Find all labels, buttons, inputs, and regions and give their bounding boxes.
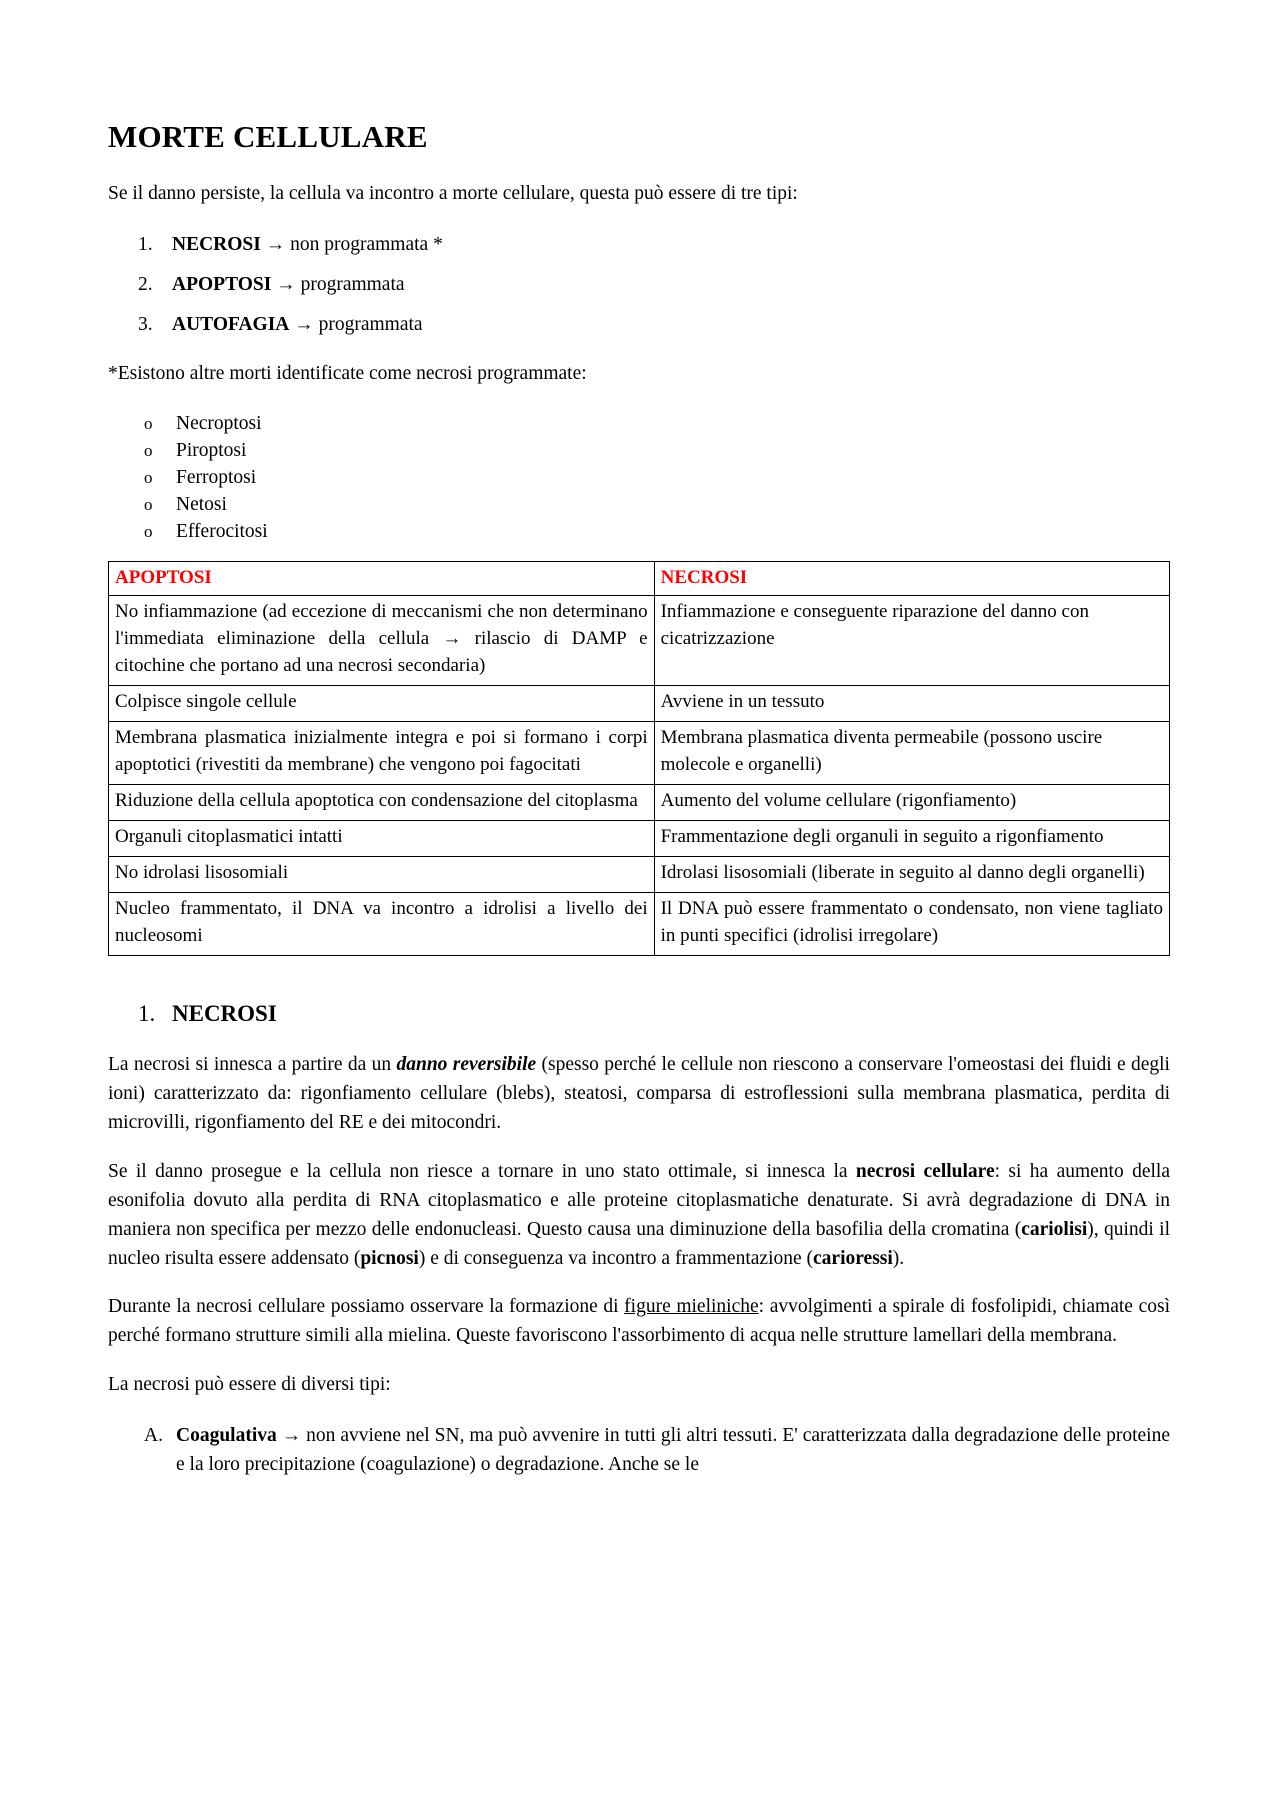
table-header-row <box>109 562 1170 596</box>
text-fragment: ), quindi il nucleo risulta essere addensato ( <box>108 1218 1170 1269</box>
list-item: o Efferocitosi <box>176 519 1170 545</box>
section-heading-necrosi <box>108 1000 1170 1028</box>
death-type-term: APOPTOSI <box>172 274 272 296</box>
table-row <box>109 686 1170 722</box>
cell-necrosi: Infiammazione e conseguente riparazione del danno con cicatrizzazione <box>654 596 1169 686</box>
paragraph-necrosi-2 <box>108 1158 1170 1273</box>
death-types-list <box>108 231 1170 340</box>
text-fragment: : avvolgimenti a spirale di fosfolipidi, chiamate così perché formano strutture simili alla mielina. Queste favoriscono l'assorbimento di acqua nelle strutture lamellari della membrana. <box>108 1296 1170 1347</box>
text-fragment: La necrosi si innesca a partire da un <box>108 1054 397 1076</box>
list-item <box>172 311 1170 339</box>
death-type-desc: non programmata * <box>290 233 443 255</box>
apoptosi-necrosi-comparison-table <box>108 561 1170 956</box>
column-header-apoptosi: APOPTOSI <box>109 562 655 596</box>
arrow-icon: → <box>294 314 314 336</box>
list-item: o Necroptosi <box>176 411 1170 437</box>
page-title: MORTE CELLULARE <box>108 119 428 154</box>
cell-necrosi: Idrolasi lisosomiali (liberate in seguito al danno degli organelli) <box>654 856 1169 892</box>
paragraph-necrosi-3 <box>108 1293 1170 1351</box>
paragraph-necrosi-1 <box>108 1051 1170 1138</box>
text-fragment: (spesso perché le cellule non riescono a conservare l'omeostasi dei fluidi e degli ioni) caratterizzato da: rigonfiamento cellulare (blebs), steatosi, comparsa di estroflessioni sulla membrana plasmatica, perdita di microvilli, rigonfiamento del RE e dei mitocondri. <box>108 1054 1170 1134</box>
cell-apoptosi: Organuli citoplasmatici intatti <box>109 820 655 856</box>
death-type-desc: programmata <box>300 274 405 296</box>
table-row <box>109 722 1170 785</box>
list-item <box>172 271 1170 299</box>
cell-necrosi: Aumento del volume cellulare (rigonfiamento) <box>654 785 1169 821</box>
paragraph-necrosi-4: La necrosi può essere di diversi tipi: <box>108 1374 391 1396</box>
section-title: NECROSI <box>172 1000 277 1026</box>
necrosi-type-term: Coagulativa <box>176 1425 277 1447</box>
list-item: o Ferroptosi <box>176 465 1170 491</box>
cell-apoptosi: Colpisce singole cellule <box>109 686 655 722</box>
emphasis-danno-reversibile: danno reversibile <box>396 1054 537 1076</box>
cell-necrosi: Il DNA può essere frammentato o condensato, non viene tagliato in punti specifici (idrolisi irregolare) <box>654 892 1169 955</box>
list-item <box>176 1422 1170 1480</box>
programmed-necrosis-list <box>108 411 1170 546</box>
text-fragment: Se il danno prosegue e la cellula non riesce a tornare in uno stato ottimale, si innesca la <box>108 1161 856 1183</box>
arrow-icon: → <box>265 233 286 255</box>
cell-necrosi: Frammentazione degli organuli in seguito a rigonfiamento <box>654 820 1169 856</box>
cell-necrosi: Membrana plasmatica diventa permeabile (possono uscire molecole e organelli) <box>654 722 1169 785</box>
arrow-icon: → <box>276 274 296 296</box>
list-item <box>172 231 1170 259</box>
table-row <box>109 785 1170 821</box>
bold-picnosi: picnosi <box>360 1247 419 1269</box>
footnote-intro: *Esistono altre morti identificate come necrosi programmate: <box>108 362 587 384</box>
text-fragment: : si ha aumento della esonifolia dovuto alla perdita di RNA citoplasmatico e alle proteine citoplasmatiche denaturate. Si avrà degradazione di DNA in maniera non specifica per mezzo delle endonucleasi. Questo causa una diminuzione della basofilia della cromatina ( <box>108 1161 1170 1240</box>
text-fragment: ). <box>892 1247 905 1269</box>
bold-necrosi-cellulare: necrosi cellulare <box>855 1161 995 1183</box>
table-row <box>109 892 1170 955</box>
intro-paragraph: Se il danno persiste, la cellula va incontro a morte cellulare, questa può essere di tre tipi: <box>108 183 798 205</box>
death-type-term: NECROSI <box>172 233 261 255</box>
cell-apoptosi: Riduzione della cellula apoptotica con condensazione del citoplasma <box>109 785 655 821</box>
list-item: o Netosi <box>176 492 1170 518</box>
table-row <box>109 596 1170 686</box>
text-fragment: Durante la necrosi cellulare possiamo osservare la formazione di <box>108 1296 625 1318</box>
cell-apoptosi: No idrolasi lisosomiali <box>109 856 655 892</box>
bold-cariolisi: cariolisi <box>1021 1218 1088 1240</box>
column-header-necrosi: NECROSI <box>654 562 1169 596</box>
table-row <box>109 856 1170 892</box>
cell-necrosi: Avviene in un tessuto <box>654 686 1169 722</box>
table-row <box>109 820 1170 856</box>
bold-carioressi: carioressi <box>813 1247 893 1269</box>
cell-apoptosi: No infiammazione (ad eccezione di meccanismi che non determinano l'immediata eliminazione della cellula → rilascio di DAMP e citochine che portano ad una necrosi secondaria) <box>109 596 655 686</box>
necrosi-type-desc: non avviene nel SN, ma può avvenire in tutti gli altri tessuti. E' caratterizzata dalla degradazione delle proteine e la loro precipitazione (coagulazione) o degradazione. Anche se le <box>176 1425 1170 1475</box>
underline-figure-mieliniche: figure mieliniche <box>624 1296 759 1318</box>
death-type-desc: programmata <box>318 314 423 336</box>
cell-apoptosi: Nucleo frammentato, il DNA va incontro a idrolisi a livello dei nucleosomi <box>109 892 655 955</box>
section-number: 1. <box>138 1000 156 1026</box>
necrosi-types-list <box>108 1422 1170 1480</box>
death-type-term: AUTOFAGIA <box>172 314 290 336</box>
list-item: o Piroptosi <box>176 438 1170 464</box>
cell-apoptosi: Membrana plasmatica inizialmente integra e poi si formano i corpi apoptotici (rivestiti da membrane) che vengono poi fagocitati <box>109 722 655 785</box>
arrow-icon: → <box>281 1425 302 1447</box>
text-fragment: ) e di conseguenza va incontro a frammentazione ( <box>418 1247 814 1269</box>
